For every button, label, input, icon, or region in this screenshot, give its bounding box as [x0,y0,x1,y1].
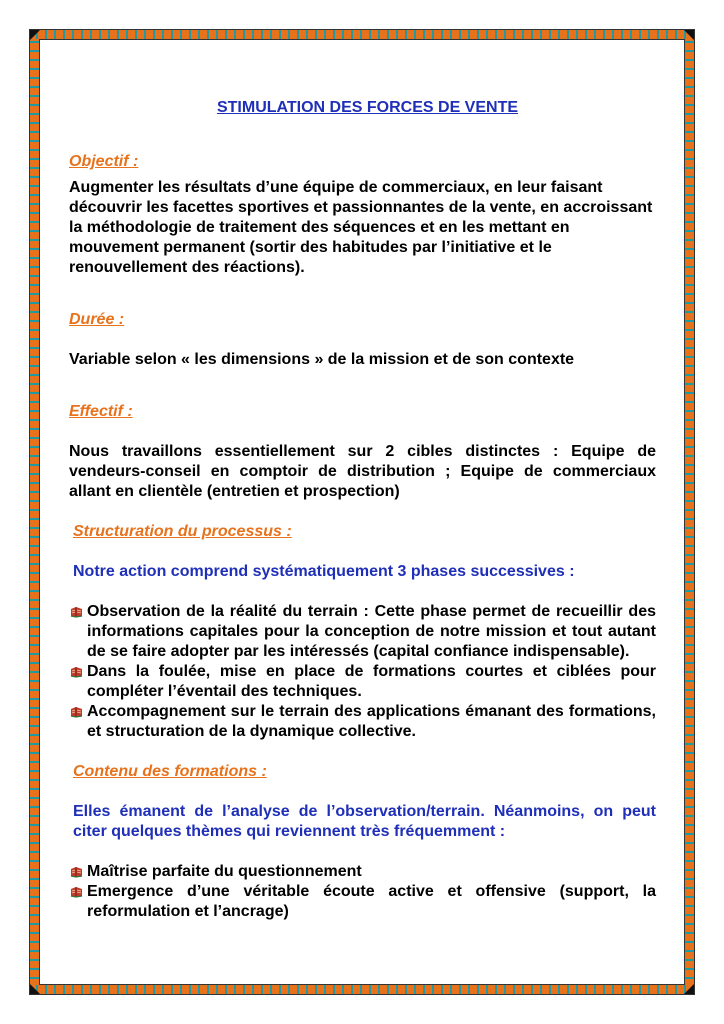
list-item [87,862,656,882]
structuration-intro: Notre action comprend systématiquement 3 phases successives : [73,563,575,580]
effectif-text: Nous travaillons essentiellement sur 2 cibles distinctes : Equipe de vendeurs-conseil en comptoir de distribution ; Equipe de commerciaux allant en clientèle (entretien et prospection) [69,443,656,500]
structuration-heading: Structuration du processus : [73,523,292,540]
duree-heading: Durée : [69,311,125,328]
list-item-text: Dans la foulée, mise en place de formations courtes et ciblées pour compléter l’éventail des techniques. [87,663,656,700]
document-body [69,98,656,922]
book-bullet-icon [70,606,83,618]
structuration-bullets [69,602,656,742]
contenu-bullets [69,862,656,922]
book-bullet-icon [70,706,83,718]
list-item [87,662,656,702]
objectif-text: Augmenter les résultats d’une équipe de commerciaux, en leur faisant découvrir les facettes sportives et passionnantes de la vente, en accroissant la méthodologie de traitement des séquences et en les mettant en mouvement permanent (sortir des habitudes par l’initiative et le renouvellement des réactions). [69,179,653,276]
list-item [87,882,656,922]
list-item-text: Observation de la réalité du terrain : Cette phase permet de recueillir des informations capitales pour la conception de notre mission et tout autant de se faire adopter par les intéressés (capital confiance indispensable). [87,603,656,660]
corner-ornament [684,984,694,994]
corner-ornament [684,30,694,40]
list-item [87,702,656,742]
contenu-intro: Elles émanent de l’analyse de l’observation/terrain. Néanmoins, on peut citer quelques thèmes qui reviennent très fréquemment : [73,803,656,840]
list-item [87,602,656,662]
duree-text: Variable selon « les dimensions » de la mission et de son contexte [69,351,575,368]
list-item-text: Maîtrise parfaite du questionnement [87,863,362,880]
list-item-text: Accompagnement sur le terrain des applications émanant des formations, et structuration de la dynamique collective. [87,703,656,740]
book-bullet-icon [70,886,83,898]
document-title: STIMULATION DES FORCES DE VENTE [216,99,519,116]
book-bullet-icon [70,666,83,678]
effectif-heading: Effectif : [69,403,133,420]
objectif-heading: Objectif : [69,153,139,170]
contenu-heading: Contenu des formations : [73,763,267,780]
book-bullet-icon [70,866,83,878]
corner-ornament [30,984,40,994]
list-item-text: Emergence d’une véritable écoute active et offensive (support, la reformulation et l’ancrage) [87,883,656,920]
